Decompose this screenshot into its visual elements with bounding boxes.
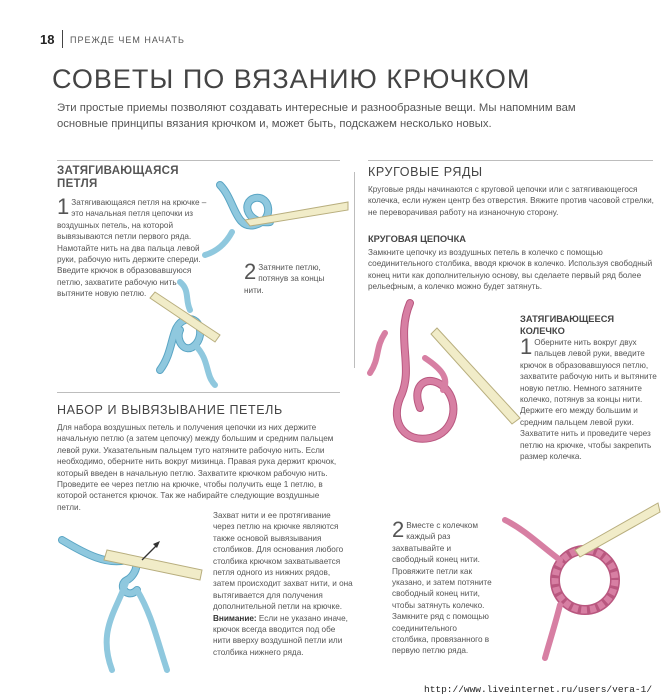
- adjustable-ring-step-2: [392, 517, 495, 657]
- step-text: Затяните петлю, потянув за концы нити.: [244, 263, 325, 295]
- slip-loop-illustration-1: [200, 180, 350, 260]
- note-label: Внимание:: [213, 613, 257, 623]
- foundation-heading: НАБОР И ВЫВЯЗЫВАНИЕ ПЕТЕЛЬ: [57, 403, 283, 417]
- foundation-illustration: [57, 520, 207, 680]
- note-text: Если не указано иначе, крючок всегда вводится под обе нити вверху воздушной петли или столбика нижнего ряда.: [213, 613, 348, 657]
- step-text: Затягивающаяся петля на крючке – это начальная петля цепочки из воздушных петель, на которой вывязываются петли первого ряда. Намотайте нить на два пальца левой руки, рабочую нить держите спереди. Введите крючок в образовавшуюся петлю, захватите рабочую нить и вытяните новую петлю.: [57, 198, 207, 299]
- column-divider: [354, 172, 355, 368]
- adjustable-ring-illustration: [500, 500, 660, 660]
- adjustable-ring-heading: ЗАТЯГИВАЮЩЕЕСЯ КОЛЕЧКО: [520, 314, 615, 336]
- rounds-text: Круговые ряды начинаются с круговой цепочки или с затягивающегося колечка, если нужен центр без отверстия. Вяжите против часовой стрелки, не переворачивая работу на изнаночную сторону.: [368, 185, 654, 217]
- rule-left-mid: [57, 392, 340, 393]
- caption-text: Захват нити и ее протягивание через петлю на крючке являются также основой вывязывания столбиков. Для основания любого столбика крючком захватывается петля одного из нижних рядов, затем происходит захват нити, и она вытягивается для получения дополнительной петли на крючке.: [213, 511, 353, 612]
- rounds-heading: КРУГОВЫЕ РЯДЫ: [368, 165, 483, 179]
- step-number: 2: [244, 259, 257, 284]
- step-text: Вместе с колечком каждый раз захватывайте и свободный конец нити. Провяжите петли как указано, и затем потяните свободный конец нити, чтобы затянуть колечко. Замкните ряд с помощью соединительного столбика, провязанного в первую петлю ряда.: [392, 521, 492, 656]
- header-divider: [62, 30, 63, 48]
- foundation-caption: [213, 510, 353, 658]
- slip-loop-illustration-2: [140, 280, 260, 390]
- section-title: ПРЕЖДЕ ЧЕМ НАЧАТЬ: [70, 35, 185, 45]
- rule-left-top: [57, 160, 340, 161]
- step-text: Оберните нить вокруг двух пальцев левой руки, введите крючок в образовавшуюся петлю, захватите рабочую нить и вытяните новую петлю. Немного затяните колечко, потянув за концы нити. Держите его между большим и средним пальцем левой руки. Захватите нить и проведите через петлю на крючке, чтобы закрепить размер колечка.: [520, 338, 657, 462]
- watermark-url: http://www.liveinternet.ru/users/vera-1/: [424, 684, 653, 695]
- ring-illustration: [365, 298, 525, 453]
- foundation-text: Для набора воздушных петель и получения цепочки из них держите начальную петлю (а затем цепочку) между большим и средним пальцем левой руки. Указательным пальцем туго натяните рабочую нить. Если необходимо, оберните нить вокруг мизинца. Правая рука держит крючок, который введен в начальную петлю. Захватите крючком рабочую нить. Проведите ее через петлю на крючке, чтобы получить еще 1 петлю, в которой останется крючок. Так же набирайте следующие воздушные петли.: [57, 423, 337, 512]
- page-number: 18: [40, 32, 55, 47]
- ring-heading: КРУГОВАЯ ЦЕПОЧКА: [368, 234, 466, 244]
- page-title: СОВЕТЫ ПО ВЯЗАНИЮ КРЮЧКОМ: [52, 64, 531, 94]
- ring-text: Замкните цепочку из воздушных петель в колечко с помощью соединительного столбика, вводя крючок в колечко. Используя свободный конец нити как дополнительную основу, вы сделаете первый ряд более рельефным, а колечко можно будет затянуть.: [368, 248, 653, 292]
- intro-text: Эти простые приемы позволяют создавать интересные и разнообразные вещи. Мы напомним вам основные принципы вязания крючком и, может быть, подскажем несколько новых.: [57, 102, 576, 130]
- slip-loop-heading: ЗАТЯГИВАЮЩАЯСЯ ПЕТЛЯ: [57, 165, 179, 190]
- adjustable-ring-step-1: [520, 334, 660, 462]
- rule-right-top: [368, 160, 653, 161]
- step-number: 2: [392, 517, 405, 542]
- step-number: 1: [520, 334, 533, 359]
- step-number: 1: [57, 194, 70, 219]
